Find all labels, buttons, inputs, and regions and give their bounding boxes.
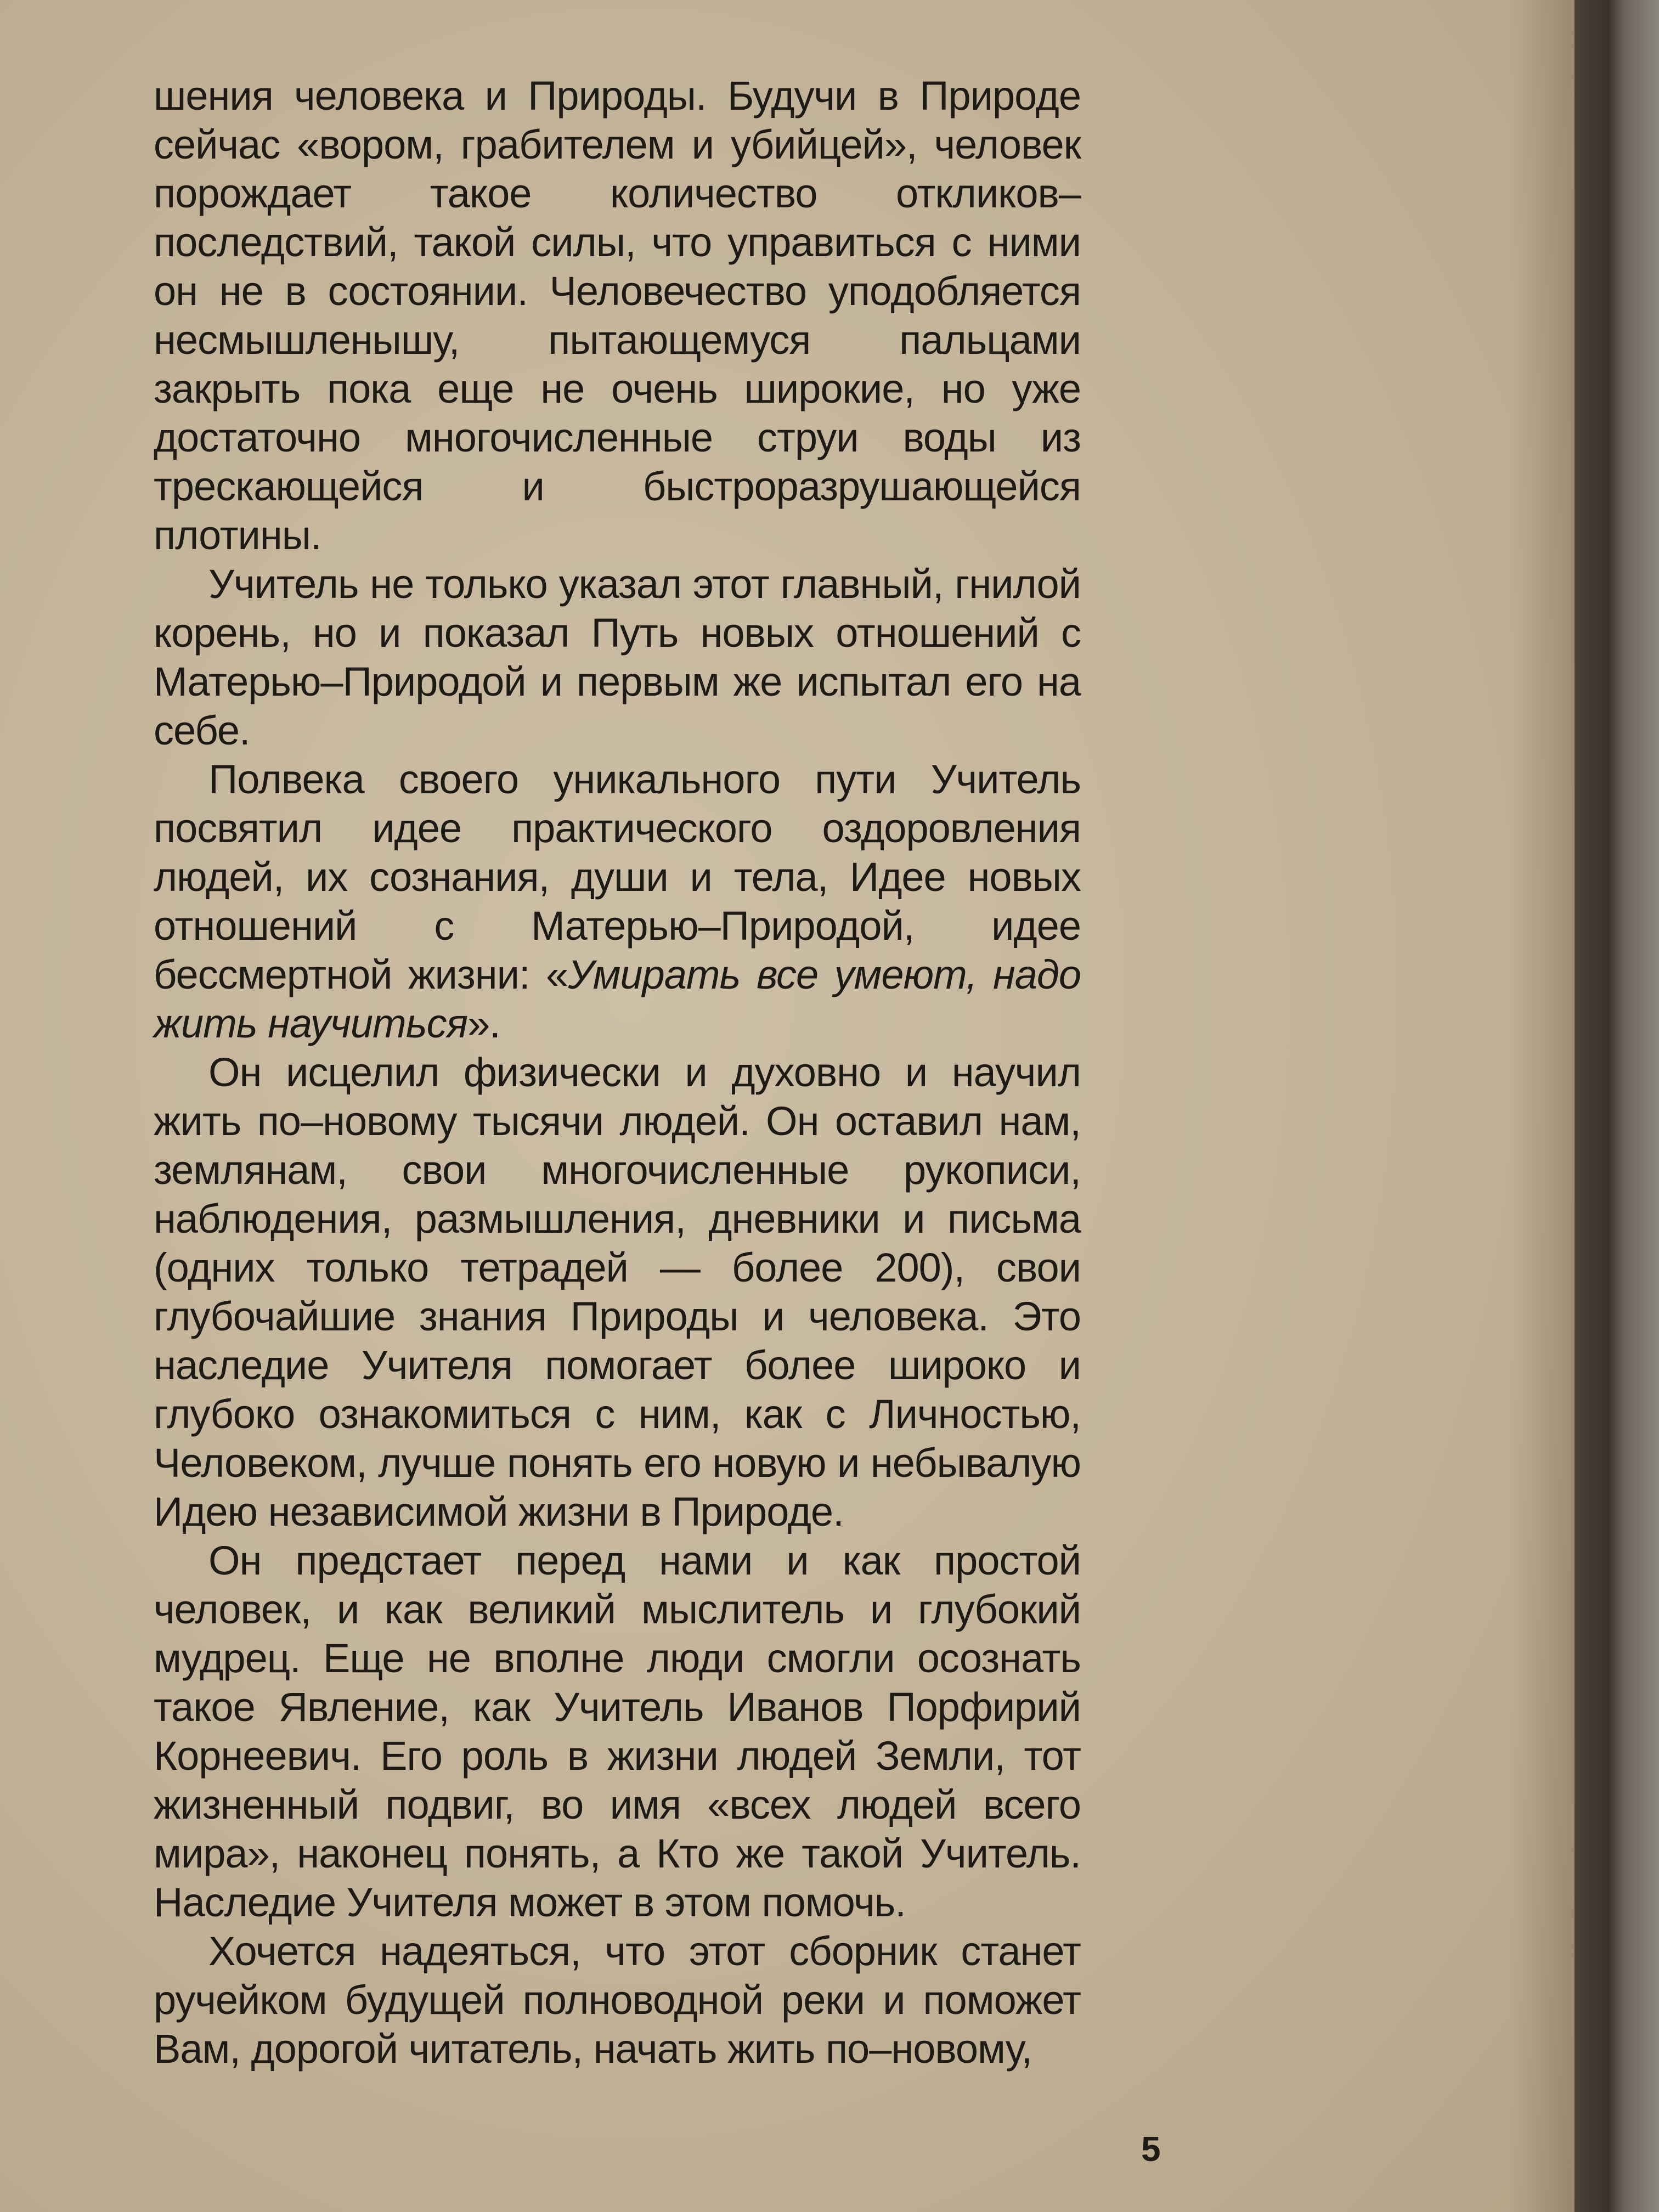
page-edge-shadow xyxy=(1509,0,1575,2212)
page-number: 5 xyxy=(1141,2129,1161,2169)
paragraph-3-end: ». xyxy=(467,1001,500,1046)
quote-italic: Умирать все умеют, надо жить научиться xyxy=(154,952,1081,1046)
body-text xyxy=(154,71,1081,2073)
paragraph-3-text: Полвека своего уникального пути Учитель посвятил идее практического оздоровления людей, их сознания, души и тела, Идее новых отношений с Матерью–Природой, идее бессмертной жизни: « xyxy=(154,757,1081,997)
paragraph-2: Учитель не только указал этот главный, гнилой корень, но и показал Путь новых отношений с Матерью–Природой и первым же испытал его на себе. xyxy=(154,561,1081,753)
book-binding-edge xyxy=(1575,0,1659,2212)
paragraph-5: Он предстает перед нами и как простой человек, и как великий мыслитель и глубокий мудрец. Еще не вполне люди смогли осознать такое Явление, как Учитель Иванов Порфирий Корнеевич. Его роль в жизни людей Земли, тот жизненный подвиг, во имя «всех людей всего мира», наконец понять, а Кто же такой Учитель. Наследие Учителя может в этом помочь. xyxy=(154,1538,1081,1925)
paragraph-6: Хочется надеяться, что этот сборник станет ручейком будущей полноводной реки и поможет Вам, дорогой читатель, начать жить по–новому, xyxy=(154,1928,1081,2072)
paragraph-3 xyxy=(154,755,1081,1048)
paragraph-1: шения человека и Природы. Будучи в Природе сейчас «вором, грабителем и убийцей», человек порождает такое количество откликов–последствий, такой силы, что управиться с ними он не в состоянии. Человечество уподобляется несмышленышу, пытающемуся пальцами закрыть пока еще не очень широкие, но уже достаточно многочисленные струи воды из трескающейся и быстроразрушающейся плотины. xyxy=(154,73,1081,558)
paragraph-4: Он исцелил физически и духовно и научил жить по–новому тысячи людей. Он оставил нам, землянам, свои многочисленные рукописи, наблюдения, размышления, дневники и письма (одних только тетрадей — более 200), свои глубочайшие знания Природы и человека. Это наследие Учителя помогает более широко и глубоко ознакомиться с ним, как с Личностью, Человеком, лучше понять его новую и небывалую Идею независимой жизни в Природе. xyxy=(154,1049,1081,1534)
